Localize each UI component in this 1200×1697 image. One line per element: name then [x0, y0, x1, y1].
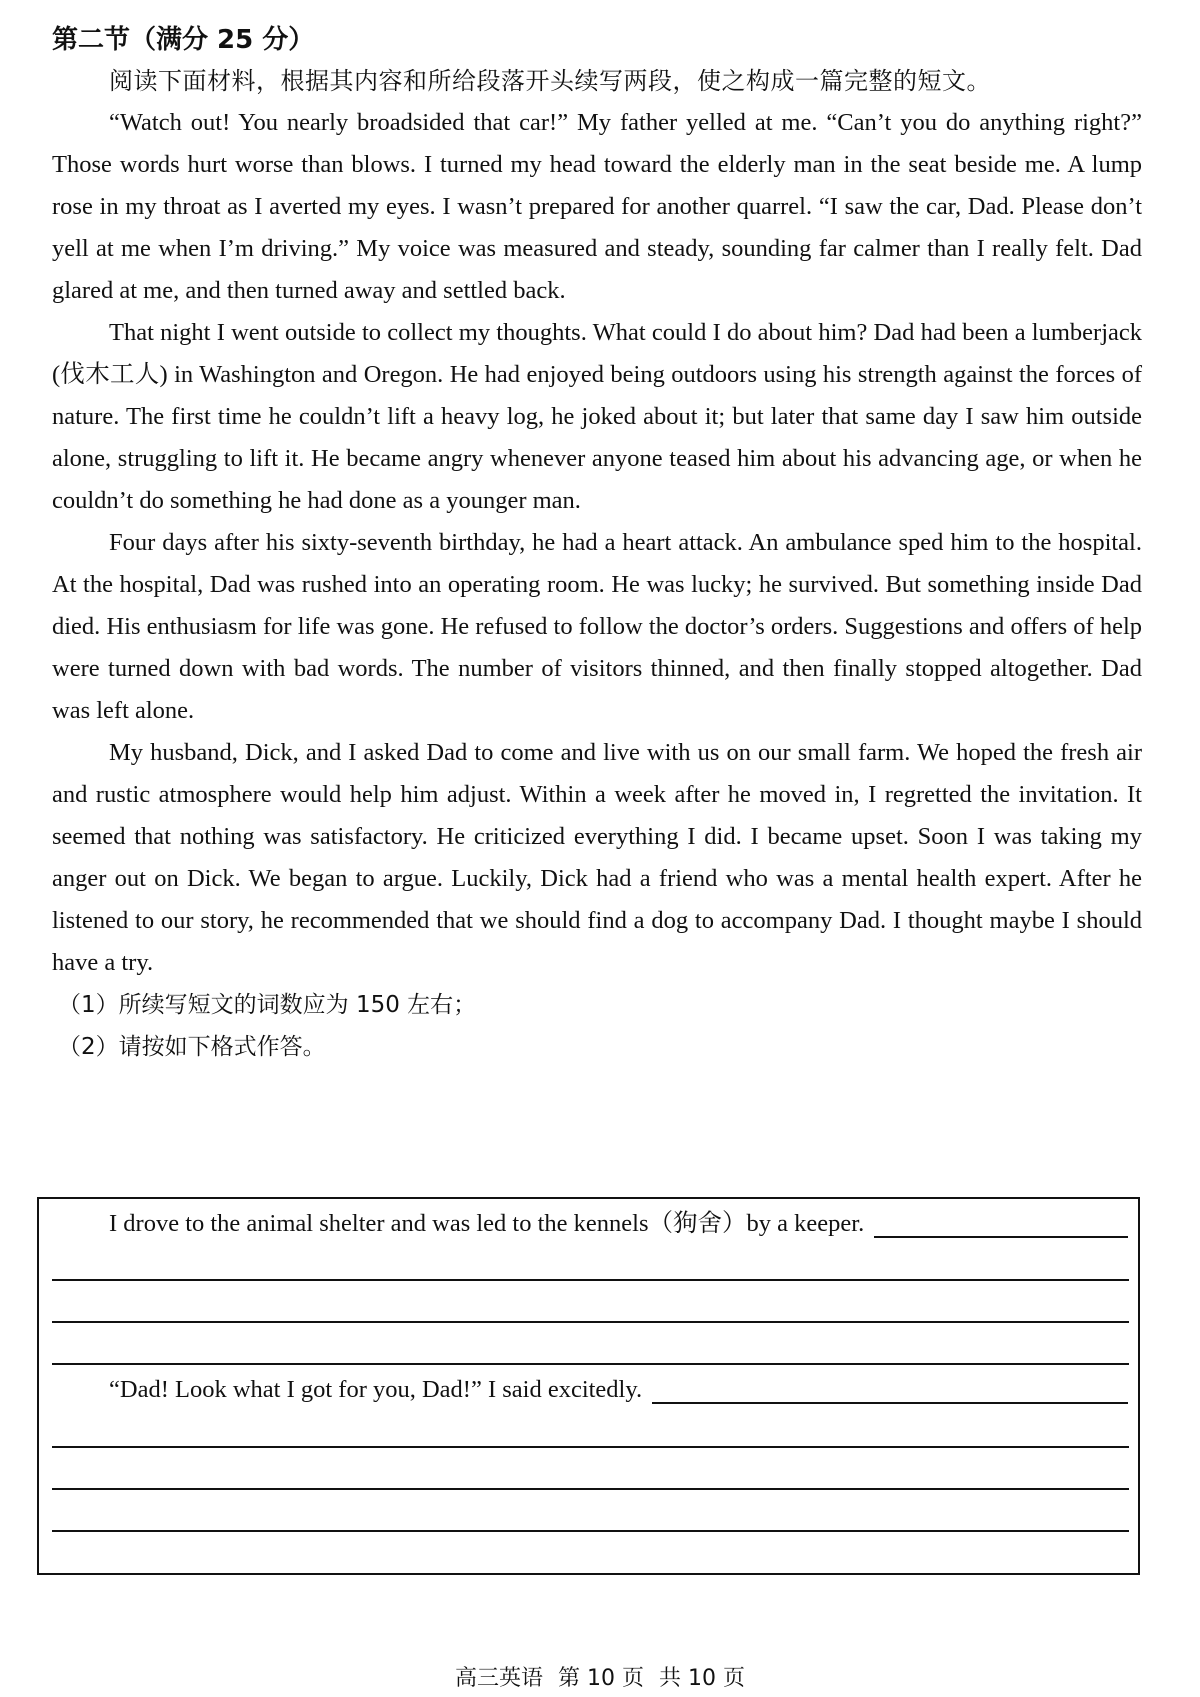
- writing-line[interactable]: [52, 1530, 1129, 1532]
- paragraph-2: That night I went outside to collect my thoughts. What could I do about him? Dad had been a lumberjack (伐木工人) in Washington and Oregon. He had enjoyed being outdoors using his strength against the forces of nature. The first time he couldn’t lift a heavy log, he joked about it; but later that same day I saw him outside alone, struggling to lift it. He became angry whenever anyone teased him about his advancing age, or when he couldn’t do something he had done as a younger man.: [52, 319, 1142, 514]
- prompt-1-blank[interactable]: [874, 1236, 1128, 1238]
- section-title: 第二节（满分 25 分）: [52, 25, 315, 55]
- answer-box: [37, 1197, 1140, 1575]
- footer-page-total: 共 10 页: [659, 1666, 745, 1691]
- writing-line[interactable]: [52, 1279, 1129, 1281]
- paragraph-1: “Watch out! You nearly broadsided that car!” My father yelled at me. “Can’t you do anything right?” Those words hurt worse than blows. I turned my head toward the elderly man in the seat beside me. A lump rose in my throat as I averted my eyes. I wasn’t prepared for another quarrel. “I saw the car, Dad. Please don’t yell at me when I’m driving.” My voice was measured and steady, sounding far calmer than I really felt. Dad glared at me, and then turned away and settled back.: [52, 109, 1142, 304]
- instruction-text: 阅读下面材料，根据其内容和所给段落开头续写两段，使之构成一篇完整的短文。: [109, 67, 991, 95]
- continuation-prompt-1: I drove to the animal shelter and was led to the kennels（狗舍）by a keeper.: [109, 1210, 865, 1237]
- requirement-2: （2）请按如下格式作答。: [58, 1034, 326, 1060]
- prompt-2-blank[interactable]: [652, 1402, 1128, 1404]
- writing-line[interactable]: [52, 1363, 1129, 1365]
- writing-line[interactable]: [52, 1446, 1129, 1448]
- page-footer: [0, 1665, 1200, 1693]
- paragraph-3: Four days after his sixty-seventh birthday, he had a heart attack. An ambulance sped him to the hospital. At the hospital, Dad was rushed into an operating room. He was lucky; he survived. But something inside Dad died. His enthusiasm for life was gone. He refused to follow the doctor’s orders. Suggestions and offers of help were turned down with bad words. The number of visitors thinned, and then finally stopped altogether. Dad was left alone.: [52, 529, 1142, 724]
- footer-subject: 高三英语: [455, 1666, 544, 1691]
- writing-line[interactable]: [52, 1321, 1129, 1323]
- continuation-prompt-2: “Dad! Look what I got for you, Dad!” I said excitedly.: [109, 1376, 643, 1403]
- requirement-1: （1）所续写短文的词数应为 150 左右；: [58, 992, 477, 1018]
- writing-line[interactable]: [52, 1488, 1129, 1490]
- footer-page-number: 第 10 页: [558, 1666, 644, 1691]
- paragraph-4: My husband, Dick, and I asked Dad to come and live with us on our small farm. We hoped the fresh air and rustic atmosphere would help him adjust. Within a week after he moved in, I regretted the invitation. It seemed that nothing was satisfactory. He criticized everything I did. I became upset. Soon I was taking my anger out on Dick. We began to argue. Luckily, Dick had a friend who was a mental health expert. After he listened to our story, he recommended that we should find a dog to accompany Dad. I thought maybe I should have a try.: [52, 739, 1142, 976]
- reading-material: [52, 60, 1142, 1068]
